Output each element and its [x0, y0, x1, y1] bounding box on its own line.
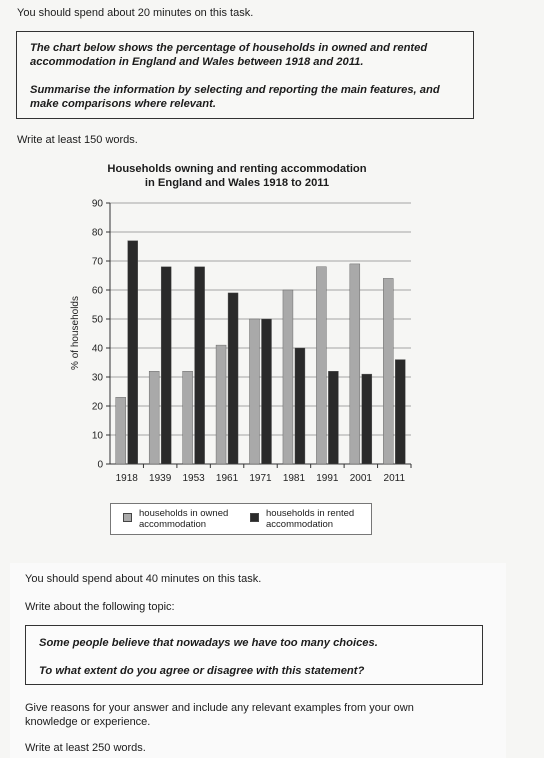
x-tick-label: 1971: [249, 473, 272, 484]
task1-prompt-line1: The chart below shows the percentage of households in owned and rented accommodation in England and Wales between 1918 and 2011.: [30, 42, 428, 68]
x-tick-labels: [116, 464, 411, 484]
x-tick-label: 2001: [349, 473, 372, 484]
x-tick-label: 1981: [282, 473, 306, 484]
task2-prompt-box: [25, 625, 483, 685]
x-tick-label: 1918: [115, 473, 138, 484]
y-tick-label: 10: [91, 430, 103, 442]
bar-owned-1953: [183, 371, 193, 464]
task2-statement: Some people believe that nowadays we have too many choices.: [39, 637, 378, 649]
y-tick-label: 20: [91, 401, 103, 413]
bar-owned-2011: [383, 278, 393, 464]
task2-question: To what extent do you agree or disagree with this statement?: [39, 665, 365, 677]
task1-word-count: Write at least 150 words.: [17, 134, 138, 146]
legend-label-owned: households in owned accommodation: [139, 508, 229, 530]
bar-chart: [60, 158, 420, 498]
bar-owned-2001: [350, 264, 360, 464]
bar-owned-1971: [250, 319, 260, 464]
bar-owned-1939: [149, 371, 159, 464]
y-tick-label: 40: [91, 343, 103, 355]
x-tick-label: 1961: [215, 473, 239, 484]
bar-rented-1918: [128, 241, 138, 464]
y-tick-label: 0: [97, 459, 103, 471]
legend-label-rented: households in rented accommodation: [266, 508, 355, 530]
x-tick-label: 2011: [383, 473, 406, 484]
task2-instructions: Give reasons for your answer and include any relevant examples from your own knowledge or experience.: [25, 702, 414, 728]
y-tick-label: 80: [91, 227, 103, 239]
chart-title-line2: in England and Wales 1918 to 2011: [144, 177, 330, 189]
task2-word-count: Write at least 250 words.: [25, 742, 146, 754]
x-tick-label: 1939: [149, 473, 172, 484]
bars: [116, 241, 406, 464]
y-tick-labels: [92, 199, 104, 471]
bar-rented-2011: [395, 360, 405, 464]
bar-rented-1971: [262, 319, 272, 464]
y-tick-label: 50: [91, 314, 103, 326]
chart-title-line1: Households owning and renting accommodation: [107, 163, 367, 175]
legend-swatch-rented: [250, 513, 259, 522]
task2-time-note: You should spend about 40 minutes on this task.: [25, 573, 262, 585]
bar-rented-1939: [161, 267, 171, 464]
y-tick-label: 30: [91, 372, 103, 384]
bar-rented-1953: [195, 267, 205, 464]
legend-swatch-owned: [123, 513, 132, 522]
bar-owned-1991: [316, 267, 326, 464]
chart-legend: [110, 503, 372, 535]
task2-topic-label: Write about the following topic:: [25, 601, 175, 613]
task1-time-note: You should spend about 20 minutes on this task.: [17, 7, 254, 19]
y-tick-label: 60: [91, 285, 103, 297]
bar-rented-1961: [228, 293, 238, 464]
x-tick-label: 1991: [316, 473, 339, 484]
bar-owned-1981: [283, 290, 293, 464]
y-tick-label: 70: [91, 256, 103, 268]
bar-owned-1961: [216, 345, 226, 464]
bar-rented-1981: [295, 348, 305, 464]
y-axis-label: % of households: [70, 296, 81, 370]
y-tick-label: 90: [91, 198, 103, 210]
bar-rented-1991: [328, 371, 338, 464]
bar-owned-1918: [116, 397, 126, 464]
x-tick-label: 1953: [182, 473, 205, 484]
task1-prompt-line2: Summarise the information by selecting and reporting the main features, and make comparisons where relevant.: [30, 84, 440, 110]
bar-rented-2001: [362, 374, 372, 464]
task1-prompt-box: [16, 31, 474, 119]
